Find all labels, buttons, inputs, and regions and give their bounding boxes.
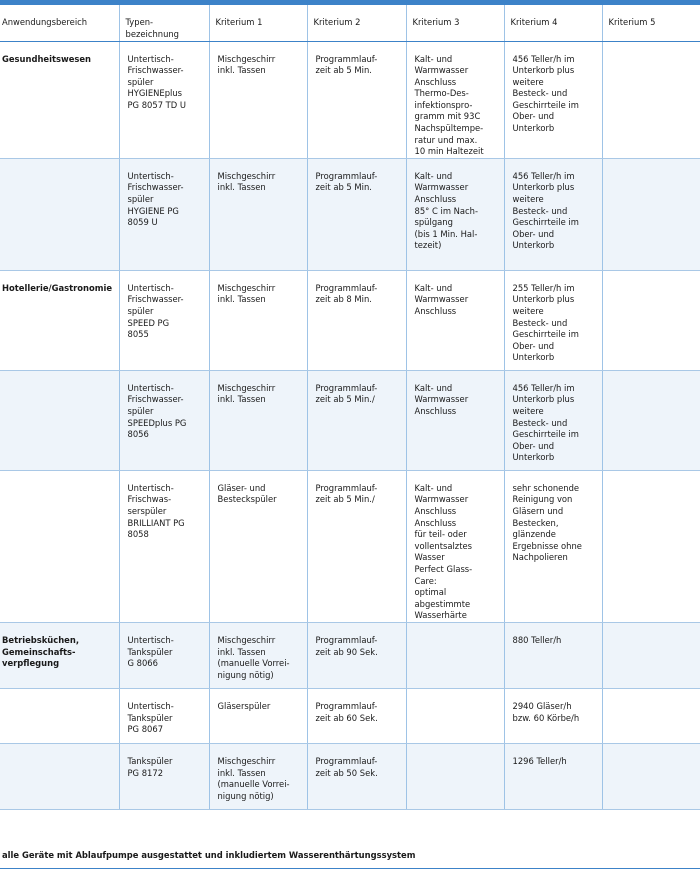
cell-text-line: Anschluss [414,306,457,317]
cell-text-line: zeit ab 5 Min. [315,182,372,193]
cell-text-line: HYGIENEplus [127,88,183,99]
cell-text-line: Warmwasser [414,394,469,405]
kriterium-4-cell [504,688,602,743]
kriterium-3-cell [406,470,504,622]
cell-text-line: Tankspüler [127,712,173,723]
cell-text-line: Kalt- und [414,282,453,293]
cell-text-line: bzw. 60 Körbe/h [512,712,580,723]
cell-text-line: inkl. Tassen [217,646,266,657]
cell-text-line: Unterkorb plus [512,65,575,76]
header-kriterium-3: Kriterium 3 [406,5,504,41]
cell-text-line: weitere [512,306,544,317]
type-cell [119,688,209,743]
cell-text-line: Warmwasser [414,494,469,505]
cell-text-line: 456 Teller/h im [512,382,575,393]
cell-text-line: Perfect Glass- [414,564,473,574]
cell-text-line: Besteck- und [512,88,568,99]
cell-text-line: 2940 Gläser/h [512,700,572,711]
cell-text-line: Warmwasser [414,65,469,76]
cell-text-line: spüler [127,306,154,317]
cell-text-line: spüler [127,406,154,417]
cell-text-line: Untertisch- [127,482,174,493]
area-cell [0,688,119,743]
kriterium-2-cell [307,688,406,743]
cell-text-line: vollentsalztes [414,540,472,551]
kriterium-3-cell [406,688,504,743]
kriterium-1-cell [209,41,307,158]
cell-text-line: Unterkorb [512,352,555,363]
kriterium-2-cell [307,622,406,688]
cell-text-line: PG 8172 [127,767,164,778]
table-row [0,370,700,470]
cell-text-line: Ober- und [512,228,555,239]
area-cell [0,743,119,809]
cell-text-line: Gläsern und [512,506,564,517]
cell-text-line: Untertisch- [127,53,174,64]
table-row [0,470,700,622]
header-kriterium-1: Kriterium 1 [209,5,307,41]
cell-text-line: Geschirrteile im [512,429,579,440]
cell-text-line: zeit ab 5 Min. [315,65,372,76]
cell-text-line: Programmlauf- [315,634,378,645]
kriterium-4-cell [504,622,602,688]
kriterium-4-cell [504,158,602,270]
cell-text-line: inkl. Tassen [217,394,266,405]
cell-text-line: Unterkorb plus [512,294,575,305]
table-row [0,743,700,809]
kriterium-5-cell [602,158,700,270]
kriterium-3-cell [406,370,504,470]
kriterium-5-cell [602,743,700,809]
cell-text-line: Anschluss [414,506,457,517]
table-row [0,688,700,743]
header-kriterium-4: Kriterium 4 [504,5,602,41]
cell-text-line: Unterkorb plus [512,182,575,193]
cell-text-line: 8058 [127,529,149,540]
cell-text-line: Mischgeschirr [217,170,276,181]
cell-text-line: Unterkorb [512,452,555,463]
cell-text-line: abgestimmte [414,598,471,609]
cell-text-line: 255 Teller/h im [512,282,575,293]
cell-text-line: ratur und max. [414,134,478,145]
cell-text-line: Frischwasser- [127,182,184,193]
kriterium-4-cell [504,743,602,809]
kriterium-2-cell [307,270,406,370]
kriterium-3-cell [406,743,504,809]
cell-text-line: Warmwasser [414,294,469,305]
cell-text-line: Ober- und [512,111,555,122]
kriterium-4-cell [504,41,602,158]
cell-text-line: Geschirrteile im [512,217,579,228]
cell-text-line: Tankspüler [127,646,173,657]
kriterium-5-cell [602,688,700,743]
type-cell [119,270,209,370]
header-row [0,5,700,41]
kriterium-4-cell [504,470,602,622]
cell-text-line: Ober- und [512,440,555,451]
area-cell [0,470,119,622]
cell-text-line: SPEEDplus PG [127,417,187,428]
cell-text-line: Warmwasser [414,182,469,193]
cell-text-line: Untertisch- [127,382,174,393]
type-cell [119,622,209,688]
cell-text-line: Unterkorb [512,240,555,251]
cell-text-line: Gesundheitswesen [2,53,92,64]
kriterium-5-cell [602,370,700,470]
kriterium-1-cell [209,158,307,270]
cell-text-line: Mischgeschirr [217,282,276,293]
cell-text-line: Ober- und [512,340,555,351]
header-kriterium-5: Kriterium 5 [602,5,700,41]
cell-text-line: für teil- oder [414,529,467,540]
cell-text-line: Bestecken, [512,517,559,528]
cell-text-line: 1296 Teller/h [512,755,567,766]
cell-text-line: Mischgeschirr [217,634,276,645]
cell-text-line: Programmlauf- [315,700,378,711]
kriterium-3-cell [406,622,504,688]
area-cell [0,41,119,158]
cell-text-line: Besteck- und [512,205,568,216]
bottom-rule [0,868,700,869]
cell-text-line: 8059 U [127,217,158,228]
cell-text-line: Gläser- und [217,482,266,493]
header-typenbezeichnung: Typen- bezeichnung [119,5,209,41]
cell-text-line: BRILLIANT PG [127,517,185,528]
kriterium-1-cell [209,470,307,622]
cell-text-line: Wasserhärte [414,610,467,621]
table-row [0,158,700,270]
kriterium-3-cell [406,270,504,370]
cell-text-line: inkl. Tassen [217,182,266,193]
area-cell [0,370,119,470]
type-cell [119,370,209,470]
cell-text-line: Anschluss [414,406,457,417]
kriterium-2-cell [307,743,406,809]
cell-text-line: inkl. Tassen [217,65,266,76]
cell-text-line: Anschluss [414,76,457,87]
cell-text-line: Gläserspüler [217,700,271,711]
cell-text-line: zeit ab 90 Sek. [315,646,378,657]
cell-text-line: weitere [512,194,544,205]
kriterium-3-cell [406,158,504,270]
cell-text-line: HYGIENE PG [127,205,179,216]
kriterium-1-cell [209,370,307,470]
cell-text-line: PG 8057 TD U [127,99,187,110]
cell-text-line: Nachspültempe- [414,123,484,134]
kriterium-1-cell [209,688,307,743]
cell-text-line: Thermo-Des- [414,88,469,99]
cell-text-line: Untertisch- [127,282,174,293]
cell-text-line: Frischwasser- [127,65,184,76]
kriterium-5-cell [602,41,700,158]
table-row [0,270,700,370]
cell-text-line: 85° C im Nach- [414,205,478,216]
cell-text-line: inkl. Tassen [217,767,266,778]
cell-text-line: (manuelle Vorrei- [217,658,290,669]
cell-text-line: SPEED PG [127,317,170,328]
cell-text-line: Unterkorb [512,123,555,134]
kriterium-1-cell [209,622,307,688]
cell-text-line: Mischgeschirr [217,382,276,393]
cell-text-line: Anschluss [414,517,457,528]
cell-text-line: zeit ab 50 Sek. [315,767,378,778]
header-anwendungsbereich: Anwendungsbereich [0,5,119,41]
cell-text-line: 456 Teller/h im [512,53,575,64]
cell-text-line: glänzende [512,529,556,540]
kriterium-2-cell [307,158,406,270]
cell-text-line: nigung nötig) [217,669,274,680]
cell-text-line: spüler [127,194,154,205]
cell-text-line: Programmlauf- [315,382,378,393]
cell-text-line: Hotellerie/Gastronomie [2,282,112,293]
cell-text-line: G 8066 [127,658,158,669]
kriterium-5-cell [602,470,700,622]
cell-text-line: Care: [414,575,437,586]
cell-text-line: Besteck- und [512,417,568,428]
type-cell [119,158,209,270]
cell-text-line: Frischwasser- [127,294,184,305]
cell-text-line: gramm mit 93C [414,111,481,122]
cell-text-line: Programmlauf- [315,53,378,64]
cell-text-line: weitere [512,76,544,87]
kriterium-5-cell [602,270,700,370]
cell-text-line: Mischgeschirr [217,755,276,766]
kriterium-5-cell [602,622,700,688]
cell-text-line: Besteck- und [512,317,568,328]
cell-text-line: Mischgeschirr [217,53,276,64]
cell-text-line: Kalt- und [414,53,453,64]
cell-text-line: Untertisch- [127,170,174,181]
cell-text-line: nigung nötig) [217,790,274,801]
cell-text-line: 880 Teller/h [512,634,562,645]
cell-text-line: Ergebnisse ohne [512,540,582,551]
cell-text-line: (manuelle Vorrei- [217,779,290,790]
cell-text-line: Reinigung von [512,494,573,505]
cell-text-line: Gemeinschafts- [2,646,76,657]
area-cell [0,158,119,270]
kriterium-1-cell [209,270,307,370]
cell-text-line: PG 8067 [127,724,164,735]
kriterium-2-cell [307,370,406,470]
area-cell [0,270,119,370]
cell-text-line: Wasser [414,552,445,563]
kriterium-2-cell [307,41,406,158]
area-cell [0,622,119,688]
cell-text-line: 8055 [127,329,149,340]
cell-text-line: Frischwas- [127,494,172,505]
cell-text-line: Betriebsküchen, [2,634,80,645]
cell-text-line: Kalt- und [414,482,453,493]
cell-text-line: (bis 1 Min. Hal- [414,228,478,239]
cell-text-line: Geschirrteile im [512,99,579,110]
table-body [0,41,700,809]
cell-text-line: Anschluss [414,194,457,205]
kriterium-4-cell [504,270,602,370]
type-cell [119,470,209,622]
cell-text-line: Programmlauf- [315,282,378,293]
cell-text-line: zeit ab 5 Min./ [315,394,375,405]
cell-text-line: Unterkorb plus [512,394,575,405]
cell-text-line: infektionspro- [414,99,473,110]
cell-text-line: Programmlauf- [315,755,378,766]
cell-text-line: Programmlauf- [315,170,378,181]
cell-text-line: weitere [512,406,544,417]
cell-text-line: inkl. Tassen [217,294,266,305]
cell-text-line: Geschirrteile im [512,329,579,340]
cell-text-line: optimal [414,587,447,598]
cell-text-line: serspüler [127,506,167,517]
table-row [0,622,700,688]
footnote: alle Geräte mit Ablaufpumpe ausgestattet und inkludiertem Wasserenthärtungssystem [2,850,416,860]
cell-text-line: Kalt- und [414,382,453,393]
cell-text-line: zeit ab 60 Sek. [315,712,378,723]
cell-text-line: sehr schonende [512,482,580,493]
cell-text-line: Kalt- und [414,170,453,181]
cell-text-line: tezeit) [414,240,442,251]
cell-text-line: zeit ab 8 Min. [315,294,372,305]
cell-text-line: Tankspüler [127,755,173,766]
kriterium-2-cell [307,470,406,622]
cell-text-line: verpflegung [2,658,60,669]
cell-text-line: Besteckspüler [217,494,277,505]
cell-text-line: Frischwasser- [127,394,184,405]
dishwasher-spec-table [0,5,700,810]
type-cell [119,743,209,809]
cell-text-line: 8056 [127,429,149,440]
cell-text-line: 456 Teller/h im [512,170,575,181]
kriterium-3-cell [406,41,504,158]
cell-text-line: 10 min Haltezeit [414,146,484,157]
kriterium-1-cell [209,743,307,809]
cell-text-line: Programmlauf- [315,482,378,493]
cell-text-line: spüler [127,76,154,87]
cell-text-line: Untertisch- [127,700,174,711]
cell-text-line: Untertisch- [127,634,174,645]
cell-text-line: spülgang [414,217,453,228]
kriterium-4-cell [504,370,602,470]
cell-text-line: Nachpolieren [512,552,568,563]
header-kriterium-2: Kriterium 2 [307,5,406,41]
cell-text-line: zeit ab 5 Min./ [315,494,375,505]
table-row [0,41,700,158]
type-cell [119,41,209,158]
